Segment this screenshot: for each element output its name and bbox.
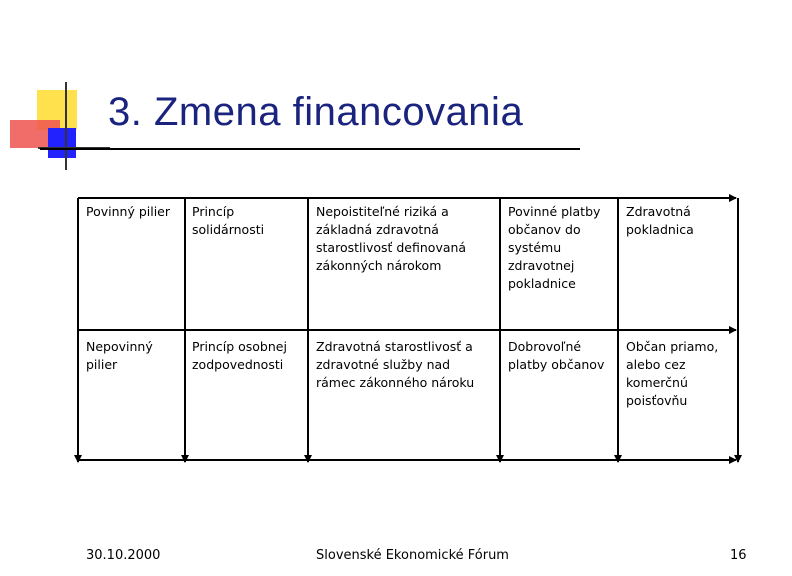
- footer-center-text: Slovenské Ekonomické Fórum: [316, 548, 509, 563]
- row2-scope: Zdravotná starostlivosť a zdravotné služby nad rámec zákonného nároku: [316, 339, 475, 390]
- row1-pillar: Povinný pilier: [86, 204, 171, 219]
- row1-payments: Povinné platby občanov do systému zdravotnej pokladnice: [508, 204, 601, 291]
- row2-payments: Dobrovoľné platby občanov: [508, 339, 605, 372]
- row2-principle: Princíp osobnej zodpovednosti: [192, 339, 287, 372]
- row1-institution: Zdravotná pokladnica: [626, 204, 694, 237]
- footer-date: 30.10.2000: [86, 548, 161, 563]
- slide-title: 3. Zmena financovania: [108, 90, 524, 134]
- row2-institution: Občan priamo, alebo cez komerčnú poisťovňu: [626, 339, 719, 408]
- row2-pillar: Nepovinný pilier: [86, 339, 153, 372]
- row1-scope: Nepoistiteľné riziká a základná zdravotná starostlivosť definovaná zákonných nárokom: [316, 204, 467, 273]
- row1-principle: Princíp solidárnosti: [192, 204, 265, 237]
- footer-page-number: 16: [730, 548, 747, 563]
